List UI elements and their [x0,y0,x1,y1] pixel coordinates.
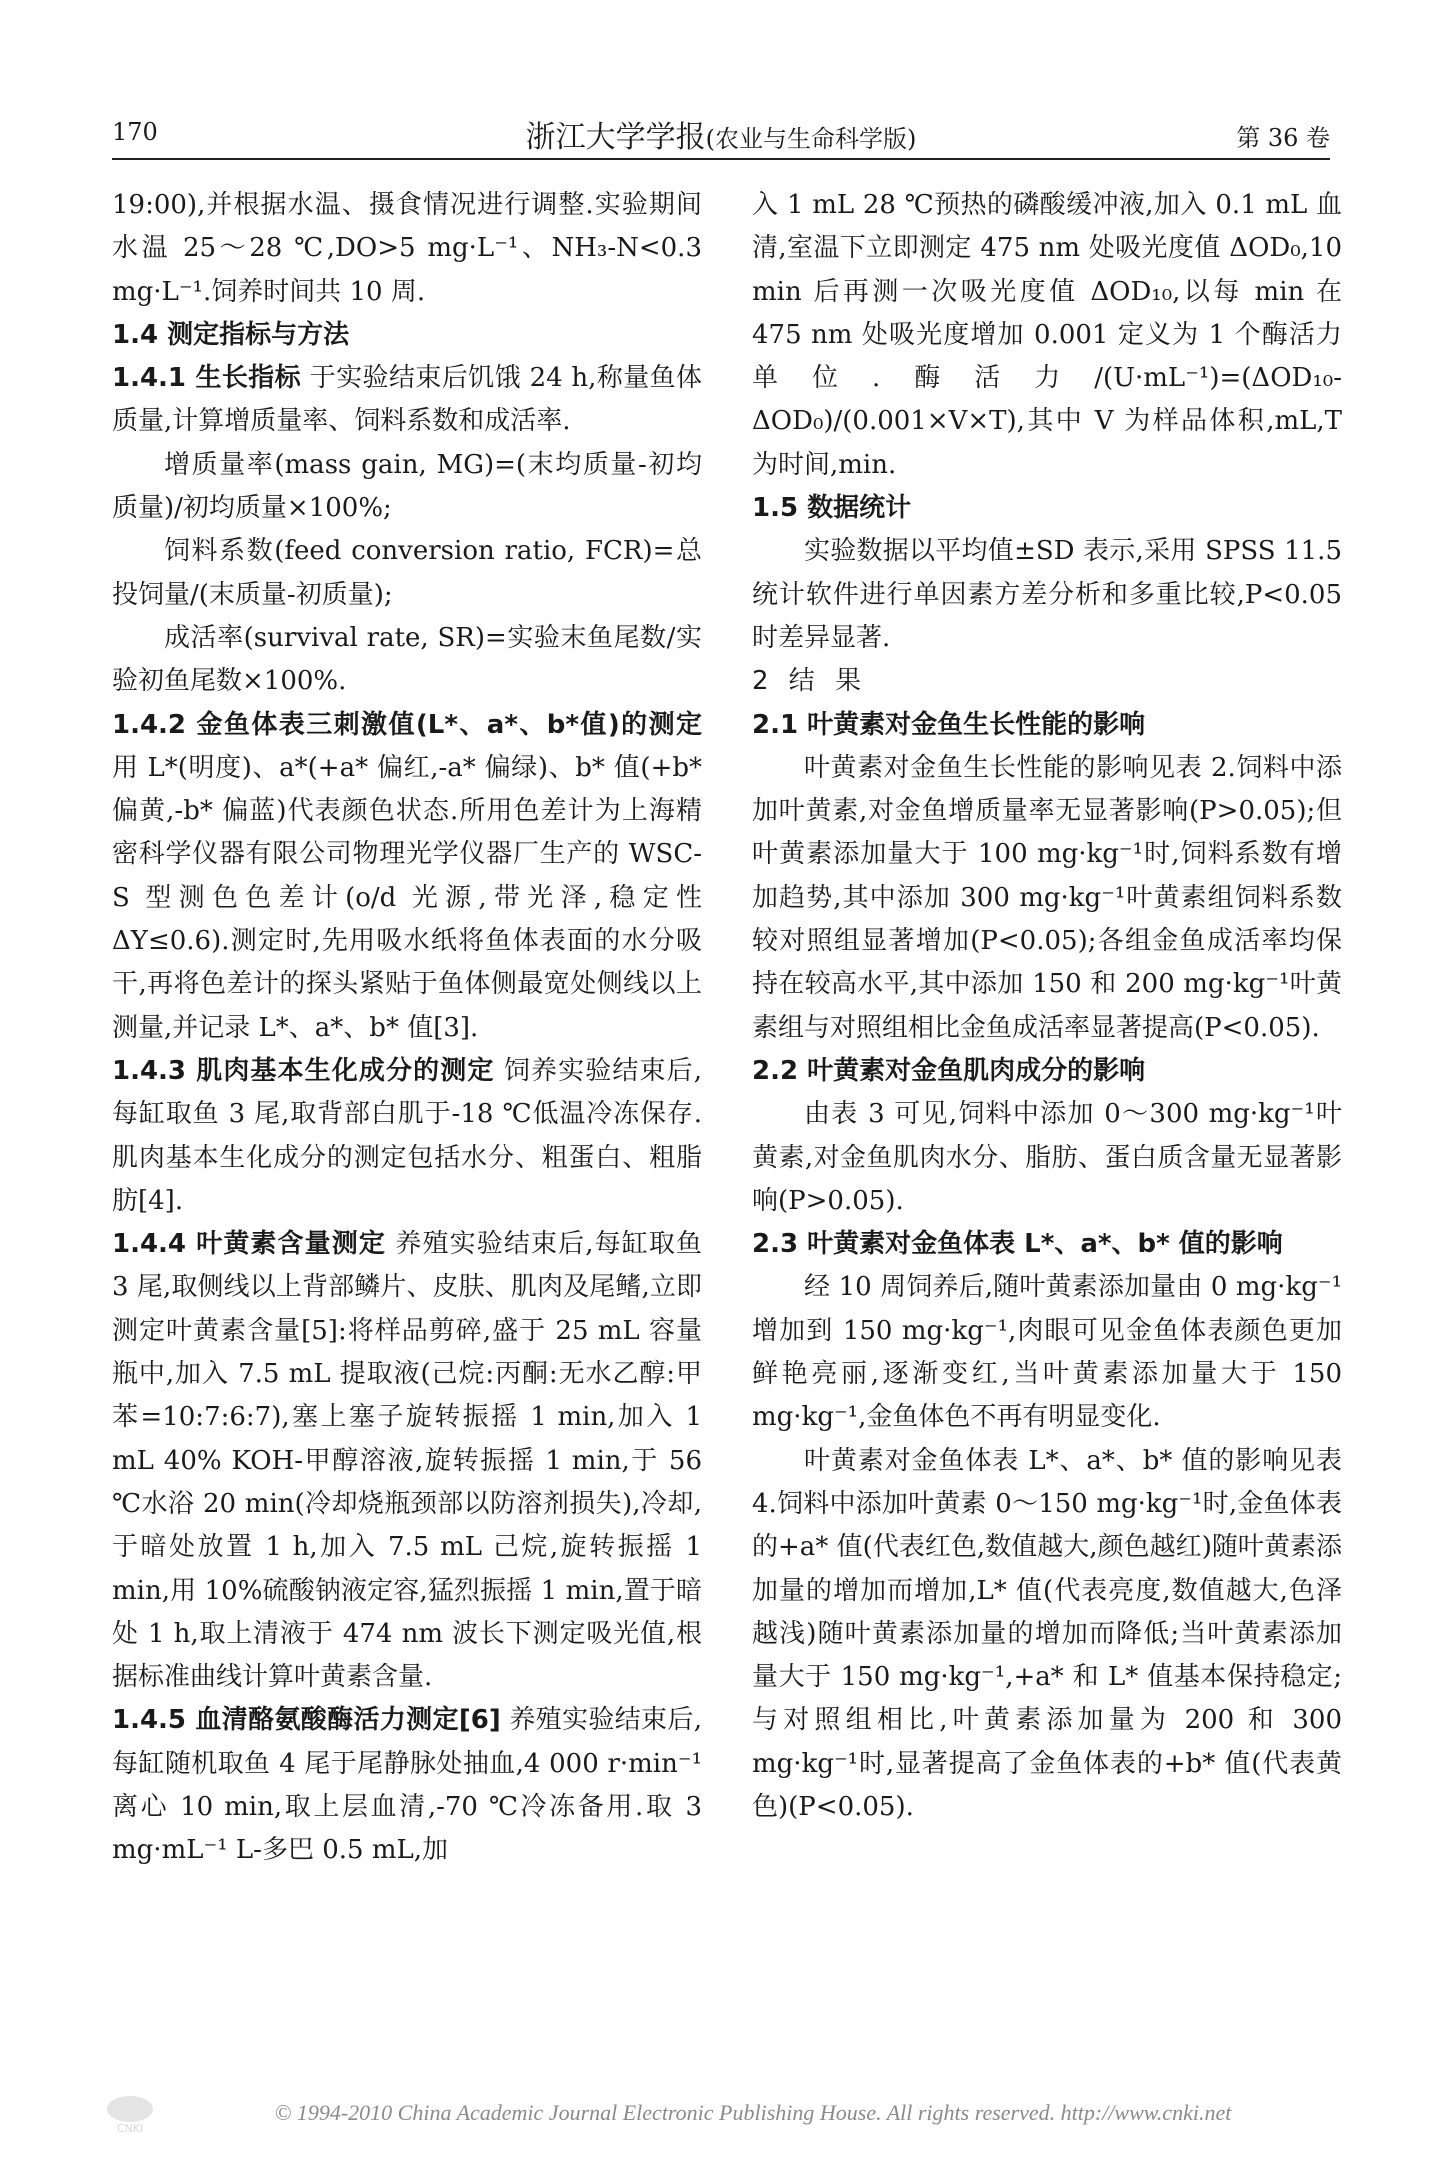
chapter-heading: 2 结 果 [752,666,868,697]
paragraph: 入 1 mL 28 ℃预热的磷酸缓冲液,加入 0.1 mL 血清,室温下立即测定 475 nm 处吸光度值 ΔOD₀,10 min 后再测一次吸光度值 ΔOD₁₀,以每 min 在 475 nm 处吸光度增加 0.001 定义为 1 个酶活力单位.酶活力/(U·mL⁻¹)=(ΔOD₁₀-ΔOD₀)/(0.001×V×T),其中 V 为样品体积,mL,T 为时间,min. [752,190,1342,480]
page-number: 170 [112,118,158,146]
journal-name: 浙江大学学报 [525,120,706,155]
journal-subtitle: (农业与生命科学版) [705,125,917,153]
paragraph: 19:00),并根据水温、摄食情况进行调整.实验期间水温 25～28 ℃,DO>5 mg·L⁻¹、NH₃-N<0.3 mg·L⁻¹.饲养时间共 10 周. [112,190,702,307]
section-heading: 2.1 叶黄素对金鱼生长性能的影响 [752,709,1146,740]
paragraph: 叶黄素对金鱼体表 L*、a*、b* 值的影响见表 4.饲料中添加叶黄素 0～150 mg·kg⁻¹时,金鱼体表的+a* 值(代表红色,数值越大,颜色越红)随叶黄素添加量的增加而增加,L* 值(代表亮度,数值越大,色泽越浅)随叶黄素添加量的增加而降低;当叶黄素添加量大于 150 mg·kg⁻¹,+a* 和 L* 值基本保持稳定;与对照组相比,叶黄素添加量为 200 和 300 mg·kg⁻¹时,显著提高了金鱼体表的+b* 值(代表黄色)(P<0.05). [752,1445,1342,1822]
paragraph-text: 饲养实验结束后,每缸取鱼 3 尾,取背部白肌于-18 ℃低温冷冻保存.肌肉基本生化成分的测定包括水分、粗蛋白、粗脂肪[4]. [112,1055,702,1216]
paragraph [112,357,702,444]
running-header [112,112,1330,158]
paragraph-text: 养殖实验结束后,每缸随机取鱼 4 尾于尾静脉处抽血,4 000 r·min⁻¹离心 10 min,取上层血清,-70 ℃冷冻备用.取 3 mg·mL⁻¹ L-多巴 0.5 mL,加 [112,1705,702,1866]
paragraph: 经 10 周饲养后,随叶黄素添加量由 0 mg·kg⁻¹增加到 150 mg·kg⁻¹,肉眼可见金鱼体表颜色更加鲜艳亮丽,逐渐变红,当叶黄素添加量大于 150 mg·kg⁻¹,金鱼体色不再有明显变化. [752,1272,1342,1433]
subsection-label: 1.4.1 生长指标 [112,363,302,394]
section-heading: 2.3 叶黄素对金鱼体表 L*、a*、b* 值的影响 [752,1229,1283,1260]
section-heading: 1.5 数据统计 [752,493,912,524]
paragraph-text: 于实验结束后饥饿 24 h,称量鱼体质量,计算增质量率、饲料系数和成活率. [112,363,702,437]
subsection-label: 1.4.3 肌肉基本生化成分的测定 [112,1055,495,1086]
paragraph: 叶黄素对金鱼生长性能的影响见表 2.饲料中添加叶黄素,对金鱼增质量率无显著影响(P>0.05);但叶黄素添加量大于 100 mg·kg⁻¹时,饲料系数有增加趋势,其中添加 300 mg·kg⁻¹叶黄素组饲料系数较对照组显著增加(P<0.05);各组金鱼成活率均保持在较高水平,其中添加 150 和 200 mg·kg⁻¹叶黄素组与对照组相比金鱼成活率显著提高(P<0.05). [752,752,1342,1043]
right-column [752,184,1342,1829]
subsection-label: 1.4.4 叶黄素含量测定 [112,1229,387,1260]
section-heading: 2.2 叶黄素对金鱼肌肉成分的影响 [752,1055,1146,1086]
paragraph-text: 用 L*(明度)、a*(+a* 偏红,-a* 偏绿)、b* 值(+b* 偏黄,-b* 偏蓝)代表颜色状态.所用色差计为上海精密科学仪器有限公司物理光学仪器厂生产的 WSC-S 型测色色差计(o/d 光源,带光泽,稳定性 ΔY≤0.6).测定时,先用吸水纸将鱼体表面的水分吸干,再将色差计的探头紧贴于鱼体侧最宽处侧线以上测量,并记录 L*、a*、b* 值[3]. [112,752,702,1043]
paragraph [112,704,702,1050]
copyright-notice: © 1994-2010 China Academic Journal Electronic Publishing House. All rights reserved. http://www.cnki.net [274,2100,1232,2125]
subsection-label: 1.4.5 血清酪氨酸酶活力测定[6] [112,1705,501,1736]
cnki-logo-icon [90,2096,170,2134]
journal-title [112,112,1330,156]
paragraph-text: 养殖实验结束后,每缸取鱼 3 尾,取侧线以上背部鳞片、皮肤、肌肉及尾鳍,立即测定叶黄素含量[5]:将样品剪碎,盛于 25 mL 容量瓶中,加入 7.5 mL 提取液(己烷:丙酮:无水乙醇:甲苯=10:7:6:7),塞上塞子旋转振摇 1 min,加入 1 mL 40% KOH-甲醇溶液,旋转振摇 1 min,于 56 ℃水浴 20 min(冷却烧瓶颈部以防溶剂损失),冷却,于暗处放置 1 h,加入 7.5 mL 己烷,旋转振摇 1 min,用 10%硫酸钠液定容,猛烈振摇 1 min,置于暗处 1 h,取上清液于 474 nm 波长下测定吸光值,根据标准曲线计算叶黄素含量. [112,1229,702,1693]
paragraph [112,1050,702,1223]
logo-text: CNKI [116,2122,144,2135]
left-column [112,184,702,1873]
paragraph: 饲料系数(feed conversion ratio, FCR)=总投饲量/(末质量-初质量); [112,536,702,610]
section-heading: 1.4 测定指标与方法 [112,319,350,350]
header-rule [112,158,1330,160]
paragraph [112,1699,702,1872]
paragraph: 增质量率(mass gain, MG)=(末均质量-初均质量)/初均质量×100%; [112,449,702,524]
subsection-label: 1.4.2 金鱼体表三刺激值(L*、a*、b*值)的测定 [112,709,702,740]
paragraph: 实验数据以平均值±SD 表示,采用 SPSS 11.5 统计软件进行单因素方差分析和多重比较,P<0.05 时差异显著. [752,536,1342,653]
paragraph [112,1223,702,1699]
paragraph: 成活率(survival rate, SR)=实验末鱼尾数/实验初鱼尾数×100%. [112,622,702,697]
paragraph: 由表 3 可见,饲料中添加 0～300 mg·kg⁻¹叶黄素,对金鱼肌肉水分、脂肪、蛋白质含量无显著影响(P>0.05). [752,1099,1342,1216]
volume-label: 第 36 卷 [1236,124,1330,152]
page-footer [90,2096,1330,2136]
